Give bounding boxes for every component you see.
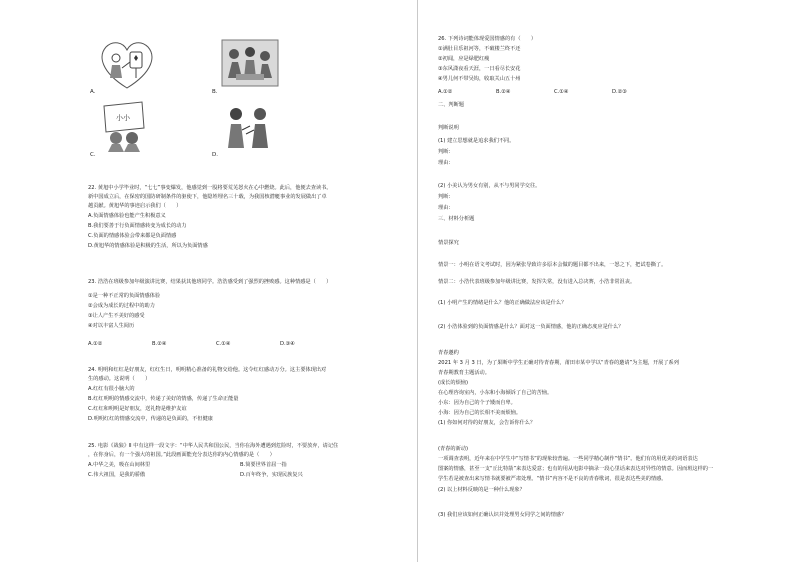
q25-options-row-2	[88, 472, 392, 479]
q26-line-1: 26. 下列诗词能体现爱国情感的有（ ）	[438, 36, 537, 42]
situation-title: 情景探究	[438, 240, 459, 246]
section-2-heading: 二、判断题	[438, 102, 464, 108]
question-3: (3) 我们应该如何正确认识并处理男女同学之间的情感？	[438, 512, 567, 518]
q22-option-a: A.负面情感体验也能产生积极意义	[88, 213, 166, 219]
section-3-heading: 三、材料分析题	[438, 216, 475, 222]
growth-line-2: 小东：因为自己的个子矮而自卑。	[438, 400, 516, 406]
q26-item-2: ②初闻，应是绿肥红瘦	[438, 56, 490, 62]
situation-2: 情景二：小浩代表班级参加年级讲比赛，发挥失常，没有进入总决赛，小浩非常沮丧。	[438, 279, 636, 285]
q26-choice-d: D.②③	[612, 89, 627, 95]
q22-option-b: B.我们要善于行负面情感转变为成长的动力	[88, 223, 187, 229]
q23-choice-c: C.①④	[216, 341, 231, 347]
judge-2-reason: 理由：	[438, 205, 454, 211]
q22-line-1: 22. 黄旭中小学毕业时，“七七”事变爆发，他感觉到一股将要荒芜怒火在心中燃烧。此后，他便去查读书。	[88, 185, 332, 191]
q25-option-d: D.百年终争，实现民族复兴	[240, 472, 303, 478]
judge-2: (2) 小美认为男女有别，从不与男同学交往。	[438, 183, 541, 189]
prev-title: (青春的新动)	[438, 446, 468, 452]
q23-choices	[88, 341, 344, 348]
svg-text:小小: 小小	[116, 114, 130, 122]
picture-d	[220, 104, 276, 152]
growth-line-3: 小海：因为自己的长相不美而烦恼。	[438, 410, 522, 416]
family-illustration	[220, 38, 280, 90]
q22-option-d: D.黄旭华的情感体验是积极的生活，所以为负面情感	[88, 243, 208, 249]
q22-line-3: 越贡献。黄旭华的事迹启示我们（ ）	[88, 203, 182, 209]
prev-line-2: 图案的情感，甚至一支“丘比特箭”来表达爱意；也有的用从电影中摘录一段心里话来表达对异性的情意。因而班这样的一	[438, 466, 714, 472]
q26-choice-c: C.①④	[554, 89, 569, 95]
youth-line-1: 2021 年 3 月 3 日，为了果断中学生正确对待青春期，莆田市某中学以“青春的邀请”为主题，开展了系列	[438, 360, 679, 366]
q23-line-1: 23. 浩浩在班级参加年级演讲比赛，结果获其他班同学。浩浩感受到了强烈的挫败感。这种情感是（ ）	[88, 279, 332, 285]
q25-options-row-1	[88, 462, 392, 469]
judge-2-answer: 判断：	[438, 194, 454, 200]
situation-question-2: (2) 小浩体验到的负面情感是什么？面对这一负面情感，他的正确态度应是什么？	[438, 324, 624, 330]
youth-line-2: 青春期教育主题活动。	[438, 370, 490, 376]
growth-line-1: 在心理咨询室内，小东和小海倾诉了自己的苦恼。	[438, 390, 553, 396]
picture-c	[98, 98, 156, 152]
situation-1: 情景一：小明在语文考试时，因为紧张导致许多原本会做的题目都不出来，一怒之下，把试卷撕了。	[438, 262, 667, 268]
q25-line-1: 25. 电影《战狼》Ⅱ 中有这样一段文字：“中华人民共和国公民，当你在海外遭遇到危险时，不要放弃，请记住	[88, 443, 339, 449]
q26-item-1: ①满肚目乐祖河等，不破楼兰终不还	[438, 46, 521, 52]
arguing-couple-illustration	[220, 104, 276, 152]
q26-choice-a: A.①②	[438, 89, 453, 95]
prev-question-2: (2) 以上材料反映的是一种什么现象？	[438, 487, 525, 493]
prev-line-1: 一项调查表明，近年来在中学生中“写情书”的现象较普遍。一些同学精心制作“情书”。他们有的用优美的词语表达	[438, 456, 698, 462]
q23-item-3: ③让人产生不美好的感受	[88, 313, 145, 319]
q23-choice-a: A.①②	[88, 341, 103, 347]
q23-item-2: ②会成为成长的过程中的助力	[88, 303, 155, 309]
q22-option-c: C.负面的情感体验会带来都是负面情感	[88, 233, 177, 239]
column-divider	[417, 0, 418, 562]
q23-choice-b: B.②④	[152, 341, 167, 347]
judge-1: (1) 建立思想就是追求我们不同。	[438, 138, 515, 144]
picture-a	[96, 38, 158, 90]
q23-item-1: ①是一种不正常的负面情感体验	[88, 293, 161, 299]
q24-line-1: 24. 明明和红红是好朋友，红红生日，明明精心准备的礼物交给他。这令红红感动万分。这主要体现出对	[88, 367, 327, 373]
judge-1-reason: 理由：	[438, 160, 454, 166]
blood-donation-illustration	[96, 38, 158, 90]
q24-option-a: A.红红有很小脑大的	[88, 386, 135, 392]
q22-line-2: 新中国成立后，在保密的国防研制条件的驱使下，他隐姓埋名三十载，为我国核潜艇事业的发展做出了卓	[88, 194, 327, 200]
option-label-b: B.	[212, 89, 218, 95]
option-label-c: C.	[90, 152, 96, 158]
option-label-d: D.	[212, 152, 218, 158]
growth-title: (成长的烦恼)	[438, 380, 468, 386]
q26-choices	[438, 89, 670, 96]
q25-option-b: B.简要世界首屈一指	[240, 462, 287, 468]
q25-line-2: ，在你身后，有一个强大的祖国。”此段画面能充分表达你的内心情感的是（ ）	[88, 452, 275, 458]
q24-line-2: 生的感动。这说明（ ）	[88, 376, 151, 382]
judge-1-answer: 判断：	[438, 149, 454, 155]
q26-item-4: ④男儿何不带吴钩，收取关山五十州	[438, 76, 521, 82]
situation-question-1: (1) 小明产生的情绪是什么？他的正确做法应该是什么？	[438, 300, 567, 306]
q26-choice-b: B.②④	[496, 89, 511, 95]
cheering-flag-illustration	[98, 98, 156, 152]
q23-item-4: ④对以丰富人生阅历	[88, 323, 135, 329]
option-label-a: A.	[90, 89, 96, 95]
picture-b	[220, 38, 280, 90]
q26-item-3: ③东风潇夜看天涯，一日看尽长安花	[438, 66, 521, 72]
prev-line-3: 学生若是被查出来写情书就要被严肃处理。“情书”内容不是不良的青春歌词，很是表达些美的情感。	[438, 476, 667, 482]
q25-option-c: C.伟大祖国，是我的骄傲	[88, 472, 146, 478]
judge-title: 判断说明	[438, 125, 459, 131]
youth-title: 青春邀约	[438, 350, 459, 356]
q25-option-a: A.中华之美，吸在山间林里	[88, 462, 151, 468]
q23-choice-d: D.③④	[280, 341, 295, 347]
q24-option-c: C.红红和明明是好朋友，送礼物是维护友谊	[88, 406, 187, 412]
q24-option-d: D.明明红红的情感交流中，传递的是负面的，不但健康	[88, 416, 213, 422]
growth-question-1: (1) 你如何对待的好朋友，会告诉你什么？	[438, 420, 536, 426]
q24-option-b: B.红红明明的情感交流中，传递了美好的情感，传递了生命正能量	[88, 396, 239, 402]
